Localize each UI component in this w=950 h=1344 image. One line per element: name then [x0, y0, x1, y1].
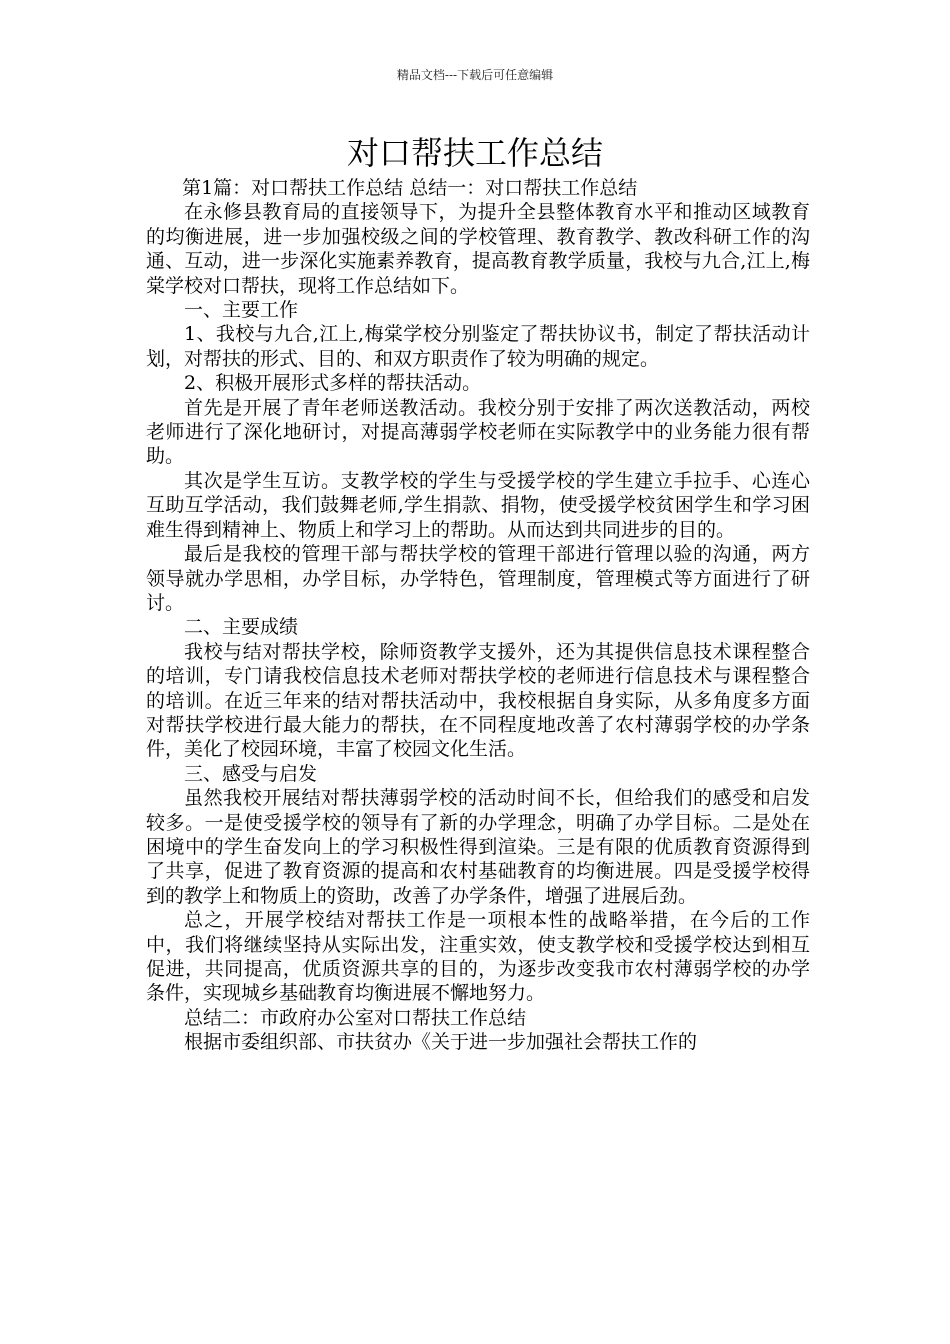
- paragraph-insights: 虽然我校开展结对帮扶薄弱学校的活动时间不长，但给我们的感受和启发较多。一是使受援学校的领导有了新的办学理念，明确了办学目标。二是处在困境中的学生奋发向上的学习积极性得到渲染。三是有限的优质教育资源得到了共享，促进了教育资源的提高和农村基础教育的均衡进展。四是受援学校得到的教学上和物质上的资助，改善了办学条件，增强了进展后劲。: [146, 787, 810, 907]
- paragraph-management-exchange: 最后是我校的管理干部与帮扶学校的管理干部进行管理以验的沟通，两方领导就办学思相，办学目标，办学特色，管理制度，管理模式等方面进行了研讨。: [146, 543, 810, 614]
- section-heading-main-work: 一、主要工作: [184, 299, 299, 322]
- paragraph-student-exchange: 其次是学生互访。支教学校的学生与受援学校的学生建立手拉手、心连心互助互学活动，我们鼓舞老师,学生捐款、捐物，使受援学校贫困学生和学习困难生得到精神上、物质上和学习上的帮助。从而达到共同进步的目的。: [146, 469, 810, 541]
- page-header-note: 精品文档---下载后可任意编辑: [396, 68, 554, 82]
- paragraph-activities: 2、积极开展形式多样的帮扶活动。: [184, 372, 482, 395]
- paragraph-summary-two-start: 根据市委组织部、市扶贫办《关于进一步加强社会帮扶工作的: [184, 1031, 698, 1054]
- document-body: [146, 176, 810, 1055]
- section-heading-achievements: 二、主要成绩: [184, 616, 299, 639]
- paragraph-article-heading: 第1篇：对口帮扶工作总结 总结一：对口帮扶工作总结: [182, 177, 638, 199]
- paragraph-achievements: 我校与结对帮扶学校，除师资教学支援外，还为其提供信息技术课程整合的培训，专门请我校信息技术老师对帮扶学校的老师进行信息技术与课程整合的培训。在近三年来的结对帮扶活动中，我校根据自身实际，从多角度多方面对帮扶学校进行最大能力的帮扶，在不同程度地改善了农村薄弱学校的办学条件，美化了校园环境，丰富了校园文化生活。: [146, 640, 810, 761]
- paragraph-intro: 在永修县教育局的直接领导下，为提升全县整体教育水平和推动区域教育的均衡进展，进一步加强校级之间的学校管理、教育教学、教改科研工作的沟通、互动，进一步深化实施素养教育，提高教育教学质量，我校与九合,江上,梅棠学校对口帮扶，现将工作总结如下。: [146, 201, 810, 297]
- section-heading-summary-two: 总结二：市政府办公室对口帮扶工作总结: [184, 1006, 527, 1029]
- paragraph-agreement: 1、我校与九合,江上,梅棠学校分别鉴定了帮扶协议书，制定了帮扶活动计划，对帮扶的形式、目的、和双方职责作了较为明确的规定。: [146, 323, 810, 370]
- paragraph-conclusion: 总之，开展学校结对帮扶工作是一项根本性的战略举措，在今后的工作中，我们将继续坚持从实际出发，注重实效，使支教学校和受援学校达到相互促进，共同提高，优质资源共享的目的，为逐步改变我市农村薄弱学校的办学条件，实现城乡基础教育均衡进展不懈地努力。: [146, 909, 810, 1005]
- section-heading-insights: 三、感受与启发: [184, 762, 318, 785]
- paragraph-teacher-visits: 首先是开展了青年老师送教活动。我校分别于安排了两次送教活动，两校老师进行了深化地研讨，对提高薄弱学校老师在实际教学中的业务能力很有帮助。: [146, 396, 810, 468]
- document-title: 对口帮扶工作总结: [346, 134, 603, 172]
